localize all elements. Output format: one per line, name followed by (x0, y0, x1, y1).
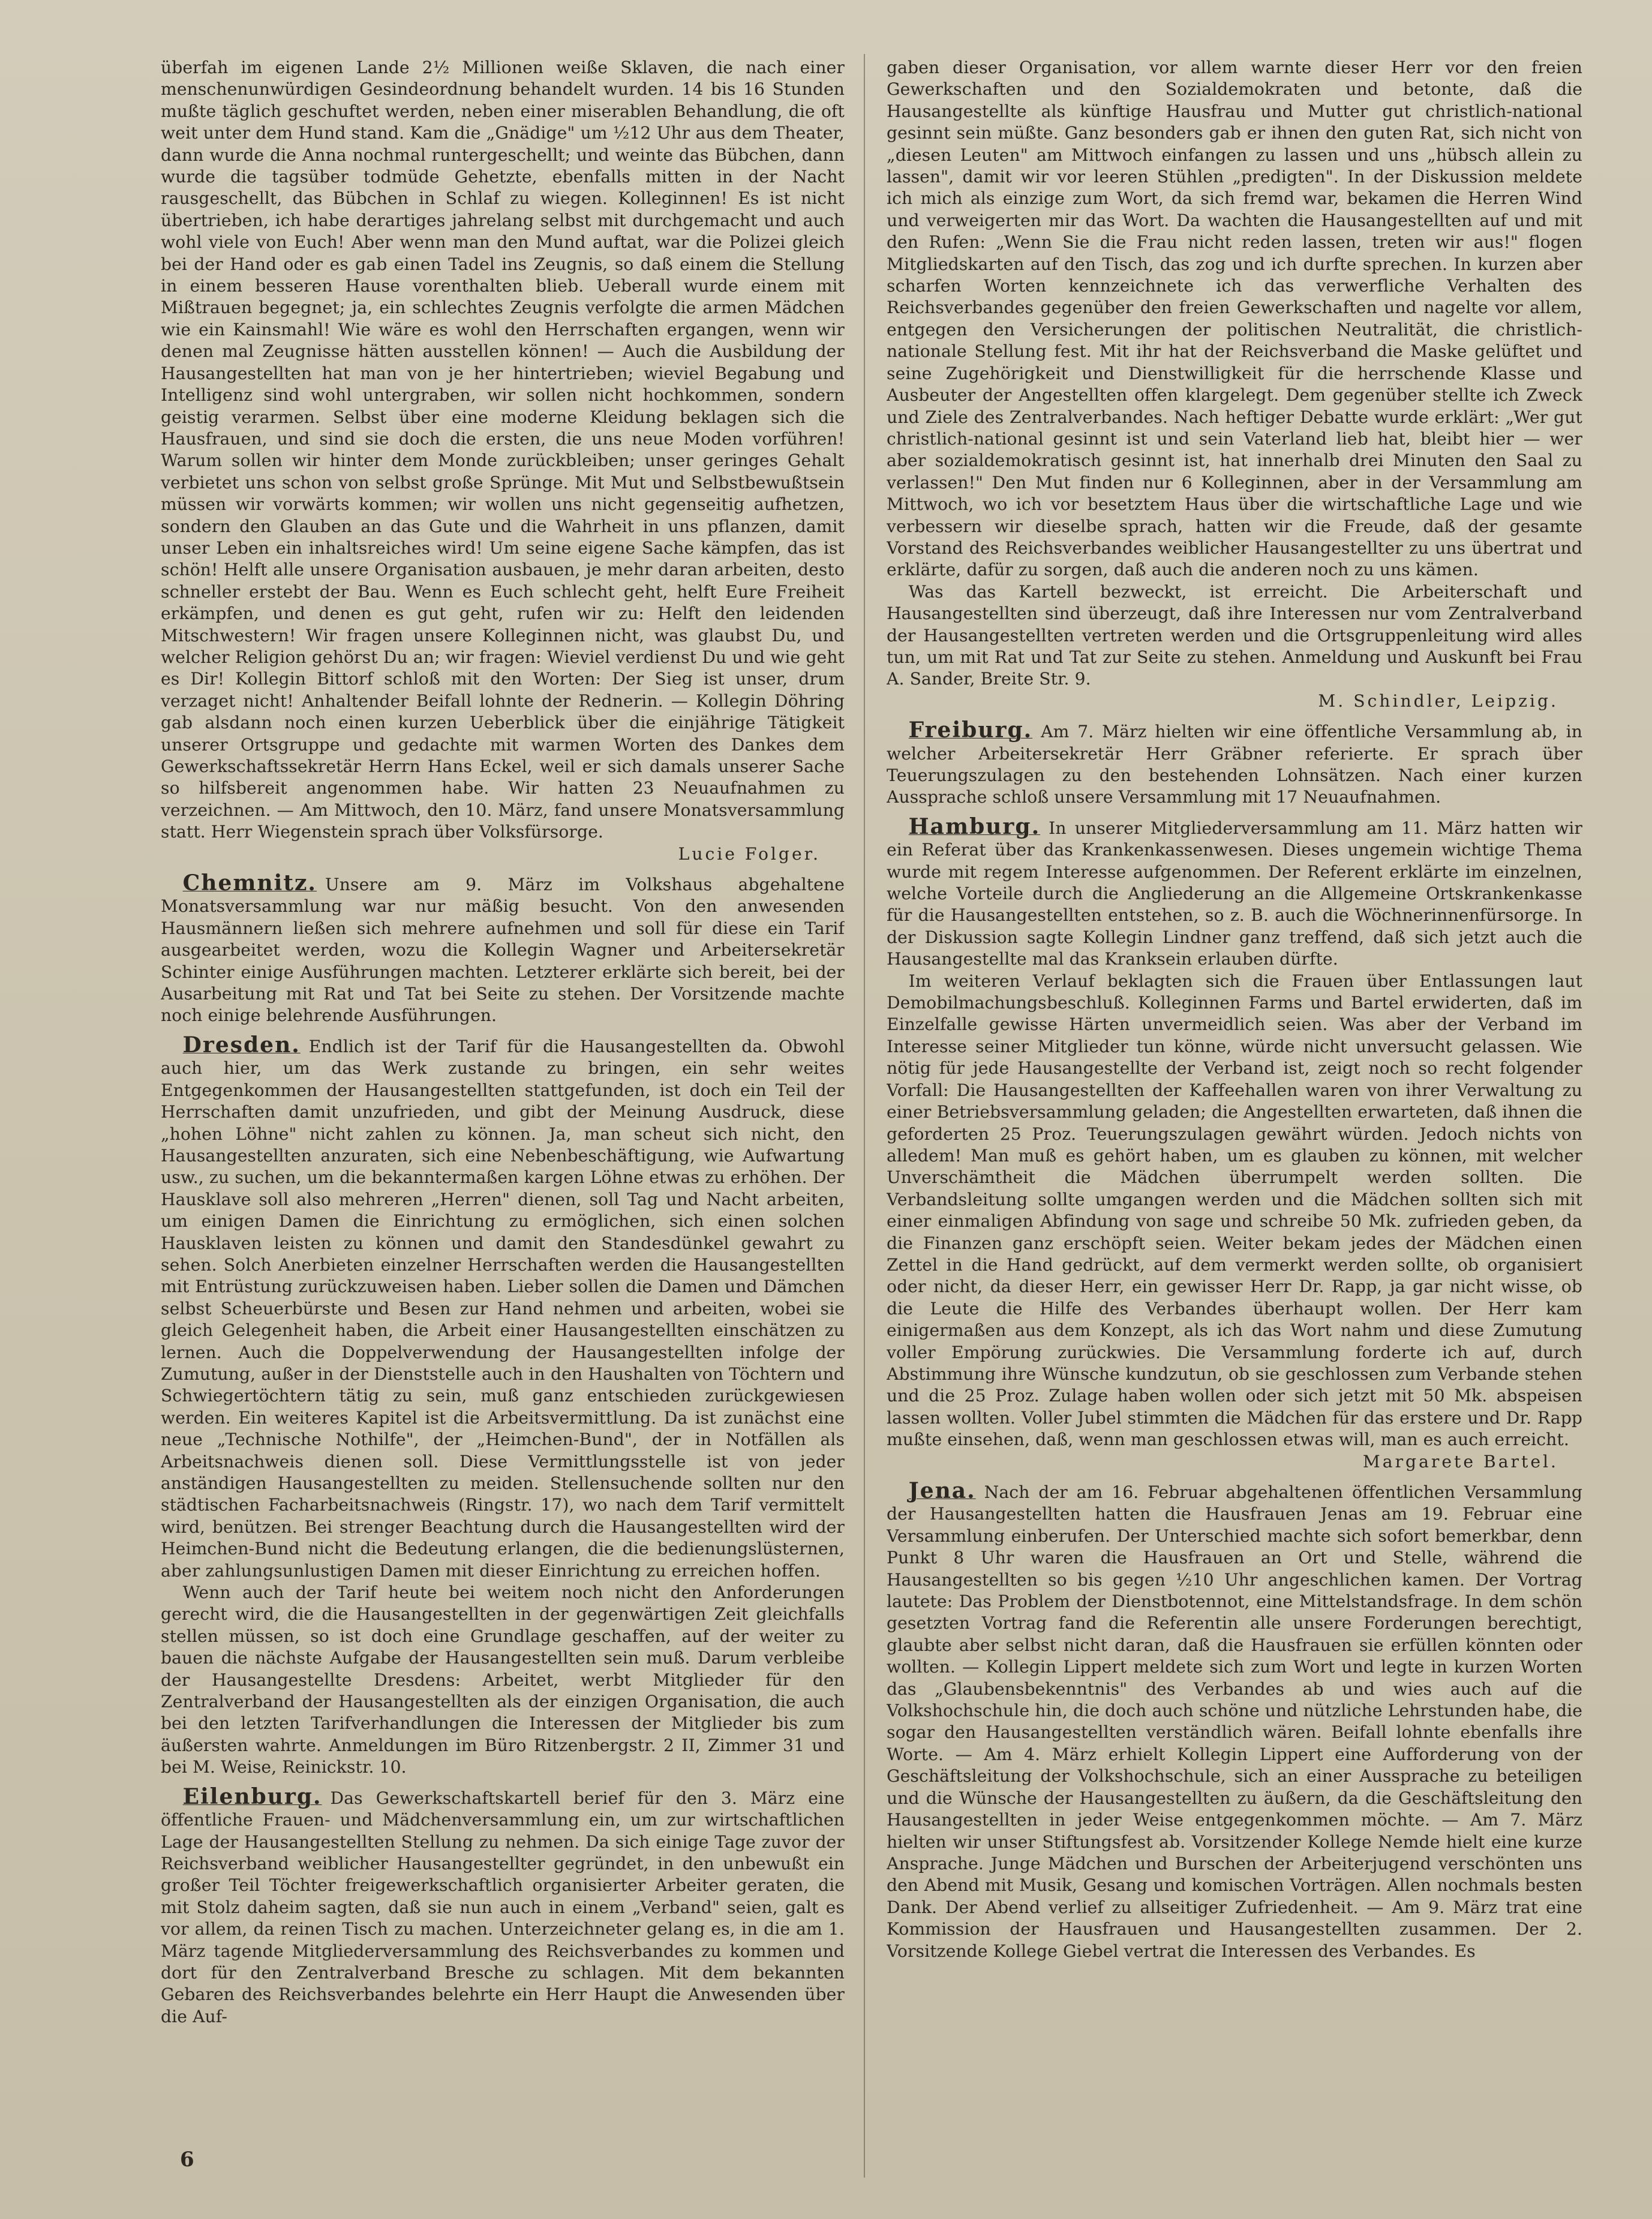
report-text: Wenn auch der Tarif heute bei weitem noch nicht den Anforderungen gerecht wird, die die Hausangestellten in der gegenwärtigen Zeit gleichfalls stellen müssen, so ist doch eine Grundlage geschaffen, auf der weiter zu bauen die nächste Aufgabe der Hausangestellten sein muß. Darum verbleibe der Hausangestellte Dresdens: Arbeitet, werbt Mitglieder für den Zentralverband der Hausangestellten als der einzigen Organisation, die auch bei den letzten Tarifverhandlungen die Interessen der Mitglieder bis zum äußersten wahrte. Anmeldungen im Büro Ritzenbergstr. 2 II, Zimmer 31 und bei M. Weise, Reinickstr. 10. (161, 1583, 845, 1777)
report-text: Das Gewerkschaftskartell berief für den 3. März eine öffentliche Frauen- und Mädchenversammlung ein, um zur wirtschaftlichen Lage der Hausangestellten Stellung zu nehmen. Da sich einige Tage zuvor der Reichsverband weiblicher Hausangestellter gegründet, in den unbewußt ein großer Teil Töchter freigewerkschaftlich organisierter Arbeiter geraten, die mit Stolz daheim sagten, daß sie nun auch in einem „Verband" seien, galt es vor allem, da reinen Tisch zu machen. Unterzeichneter gelang es, in die am 1. März tagende Mitgliederversammlung des Reichsverbandes zu kommen und dort für den Zentralverband Bresche zu schlagen. Mit dem bekannten Gebaren des Reichsverbandes belehrte ein Herr Haupt die Anwesenden über die Auf- (161, 1788, 845, 2026)
report-chemnitz (161, 872, 845, 1027)
report-text: Unsere am 9. März im Volkshaus abgehaltene Monatsversammlung war nur mäßig besucht. Von den anwesenden Hausmännern ließen sich mehrere aufnehmen und soll für diese ein Tarif ausgearbeitet werden, wozu die Kollegin Wagner und Arbeitersekretär Schinter einige Ausführungen machten. Letzterer erklärte sich bereit, bei der Ausarbeitung mit Rat und Tat bei Seite zu stehen. Der Vorsitzende machte noch einige belehrende Ausführungen. (161, 875, 845, 1026)
report-text: In unserer Mitgliederversammlung am 11. März hatten wir ein Referat über das Krankenkassenwesen. Dieses ungemein wichtige Thema wurde mit regem Interesse aufgenommen. Der Referent erklärte im einzelnen, welche Vorteile durch die Angliederung an die Allgemeine Ortskrankenkasse für die Hausangestellten entstehen, so z. B. auch die Wöchnerinnenfürsorge. In der Diskussion sagte Kollegin Lindner ganz treffend, daß sich jetzt auch die Hausangestellte mal das Kranksein erlauben dürfte. (887, 818, 1582, 969)
report-text: Am 7. März hielten wir eine öffentliche Versammlung ab, in welcher Arbeitersekretär Herr Gräbner referierte. Er sprach über Teuerungszulagen zu den bestehenden Lohnsätzen. Nach einer kurzen Aussprache schloß unsere Versammlung mit 17 Neuaufnahmen. (887, 722, 1582, 807)
signature: M. Schindler, Leipzig. (1318, 690, 1558, 711)
report-freiburg (887, 719, 1582, 809)
report-text: Nach der am 16. Februar abgehaltenen öffentlichen Versammlung der Hausangestellten hatten die Hausfrauen Jenas am 19. Februar eine Versammlung einberufen. Der Unterschied machte sich sofort bemerkbar, denn Punkt 8 Uhr waren die Hausfrauen an Ort und Stelle, während die Hausangestellten so bis gegen ½10 Uhr angeschlichen kamen. Der Vortrag lautete: Das Problem der Dienstbotennot, eine Mittelstandsfrage. In dem schön gesetzten Vortrag fand die Referentin alle unsere Forderungen berechtigt, glaubte aber selbst nicht daran, daß die Hausfrauen sie erfüllen könnten oder wollten. — Kollegin Lippert meldete sich zum Wort und legte in kurzen Worten das „Glaubensbekenntnis" des Verbandes ab und wies auch auf die Volkshochschule hin, die doch auch schöne und nützliche Lehrstunden habe, die sogar den Hausangestellten verständlich wären. Beifall lohnte ebenfalls ihre Worte. — Am 4. März erhielt Kollegin Lippert eine Aufforderung von der Geschäftsleitung der Volkshochschule, sich an einer Aussprache zu beteiligen und die Wünsche der Hausangestellten zu äußern, da die Geschäftsleitung den Hausangestellten in jeder Weise entgegenkommen möchte. — Am 7. März hielten wir unser Stiftungsfest ab. Vorsitzender Kollege Nemde hielt eine kurze Ansprache. Junge Mädchen und Burschen der Arbeiterjugend verschönten uns den Abend mit Musik, Gesang und komischen Vorträgen. Allen nochmals besten Dank. Der Abend verlief zu allseitiger Zufriedenheit. — Am 9. März trat eine Kommission der Hausfrauen und Hausangestellten zusammen. Der 2. Vorsitzende Kollege Giebel vertrat die Interessen des Verbandes. Es (887, 1482, 1582, 1961)
article-text: überfah im eigenen Lande 2½ Millionen weiße Sklaven, die nach einer menschenunwürdigen Gesindeordnung behandelt wurden. 14 bis 16 Stunden mußte täglich geschuftet werden, neben einer miserablen Behandlung, die oft weit unter dem Hund stand. Kam die „Gnädige" um ½12 Uhr aus dem Theater, dann wurde die Anna nochmal runtergeschellt; und weinte das Bübchen, dann wurde die tagsüber todmüde Gehetzte, ebenfalls mitten in der Nacht rausgeschellt, das Bübchen in Schlaf zu wiegen. Kolleginnen! Es ist nicht übertrieben, ich habe derartiges jahrelang selbst mit durchgemacht und auch wohl viele von Euch! Aber wenn man den Mund auftat, war die Polizei gleich bei der Hand oder es gab einen Tadel ins Zeugnis, so daß einem die Stellung in einem besseren Hause vorenthalten blieb. Ueberall wurde einem mit Mißtrauen begegnet; ja, ein schlechtes Zeugnis verfolgte die armen Mädchen wie ein Kainsmahl! Wie wäre es wohl den Herrschaften ergangen, wenn wir denen mal Zeugnisse hätten ausstellen können! — Auch die Ausbildung der Hausangestellten hat man von je her hintertrieben; wieviel Begabung und Intelligenz sind wohl untergraben, wir sollen nicht hochkommen, sondern geistig verarmen. Selbst über eine moderne Kleidung beklagen sich die Hausfrauen, und sind sie doch die ersten, die uns neue Moden vorführen! Warum sollen wir hinter dem Monde zurückbleiben; unser geringes Gehalt verbietet uns schon von selbst große Sprünge. Mit Mut und Selbstbewußtsein müssen wir vorwärts kommen; wir wollen uns nicht gegenseitig aufhetzen, sondern den Glauben an das Gute und die Wahrheit in uns pflanzen, damit unser Leben ein inhaltsreiches wird! Um seine eigene Sache kämpfen, das ist schön! Helft alle unsere Organisation ausbauen, je mehr daran arbeiten, desto schneller erstebt der Bau. Wenn es Euch schlecht geht, helft Eure Freiheit erkämpfen, und denen es gut geht, rufen wir zu: Helft den leidenden Mitschwestern! Wir fragen unsere Kolleginnen nicht, was glaubst Du, und welcher Religion gehörst Du an; wir fragen: Wieviel verdienst Du und wie geht es Dir! Kollegin Bittorf schloß mit den Worten: Der Sieg ist unser, drum verzaget nicht! Anhaltender Beifall lohnte der Rednerin. — Kollegin Döhring gab alsdann noch einen kurzen Ueberblick über die einjährige Tätigkeit unserer Ortsgruppe und gedachte mit warmen Worten des Dankes dem Gewerkschaftssekretär Herrn Hans Eckel, weil er sich damals unserer Sache so hilfsbereit angenommen habe. Wir hatten 23 Neuaufnahmen zu verzeichnen. — Am Mittwoch, den 10. März, fand unsere Monatsversammlung statt. Herr Wiegenstein sprach über Volksfürsorge. (161, 58, 845, 842)
column-divider (864, 54, 865, 2178)
page-number: 6 (180, 2148, 194, 2172)
report-eilenburg (161, 1783, 845, 2028)
report-city: Hamburg. (908, 813, 1041, 839)
report-jena (887, 1480, 1582, 1962)
report-city: Freiburg. (908, 717, 1033, 743)
report-text: Im weiteren Verlauf beklagten sich die Frauen über Entlassungen laut Demobilmachungsbeschluß. Kolleginnen Farms und Bartel erwiderten, daß im Einzelfalle gewisse Härten unvermeidlich seien. Was aber der Verband im Interesse seiner Mitglieder tun könne, würde nicht unversucht gelassen. Wie nötig für jede Hausangestellte der Verband ist, zeigt noch so recht folgender Vorfall: Die Hausangestellten der Kaffeehallen waren von ihrer Verwaltung zu einer Betriebsversammlung geladen; die Angestellten erwarteten, daß ihnen die geforderten 25 Proz. Teuerungszulagen gewährt würden. Jedoch nichts von alledem! Man muß es gehört haben, um es glauben zu können, mit welcher Unverschämtheit die Mädchen überrumpelt werden sollten. Die Verbandsleitung sollte umgangen werden und die Mädchen sollten sich mit einer einmaligen Abfindung von sage und schreibe 50 Mk. zufrieden geben, da die Finanzen ganz erschöpft seien. Weiter bekam jedes der Mädchen einen Zettel in die Hand gedrückt, auf dem vermerkt werden sollte, ob organisiert oder nicht, da dieser Herr, ein gewisser Herr Dr. Rapp, ja gar nicht wisse, ob die Leute die Hilfe des Verbandes überhaupt wollen. Der Herr kam einigermaßen aus dem Konzept, als ich das Wort nahm und diese Zumutung voller Empörung zurückwies. Die Versammlung forderte ich auf, durch Abstimmung ihre Wünsche kundzutun, ob sie geschlossen zum Verbande stehen und die 25 Proz. Zulage haben wollen oder sich jetzt mit 50 Mk. abspeisen lassen wollten. Voller Jubel stimmten die Mädchen für das erstere und Dr. Rapp mußte einsehen, daß, wenn man geschlossen etwas will, man es auch erreicht. (887, 971, 1582, 1450)
article-text: gaben dieser Organisation, vor allem warnte dieser Herr vor den freien Gewerkschaften und den Sozialdemokraten und betonte, daß die Hausangestellte als künftige Hausfrau und Mutter gut christlich-national gesinnt sein müßte. Ganz besonders gab er ihnen den guten Rat, sich nicht von „diesen Leuten" am Mittwoch einfangen zu lassen und uns „hübsch allein zu lassen", damit wir vor leeren Stühlen „predigten". In der Diskussion meldete ich mich als einzige zum Wort, da sich fremd war, bekamen die Herren Wind und verweigerten mir das Wort. Da wachten die Hausangestellten auf und mit den Rufen: „Wenn Sie die Frau nicht reden lassen, treten wir aus!" flogen Mitgliedskarten auf den Tisch, das zog und ich durfte sprechen. In kurzen aber scharfen Worten kennzeichnete ich das verwerfliche Verhalten des Reichsverbandes gegenüber den freien Gewerkschaften und nagelte vor allem, entgegen den Versicherungen der politischen Neutralität, die christlich-nationale Stellung fest. Mit ihr hat der Reichsverband die Maske gelüftet und seine Zugehörigkeit und Dienstwilligkeit für die herrschende Klasse und Ausbeuter der Angestellten offen klargelegt. Dem gegenüber stellte ich Zweck und Ziele des Zentralverbandes. Nach heftiger Debatte wurde erklärt: „Wer gut christlich-national gesinnt ist und sein Vaterland lieb hat, bleibt hier — wer aber sozialdemokratisch gesinnt ist, hat innerhalb drei Minuten den Saal zu verlassen!" Den Mut finden nur 6 Kolleginnen, aber in der Versammlung am Mittwoch, wo ich vor besetztem Haus über die wirtschaftliche Lage und wie verbessern wir dieselbe sprach, hatten wir die Freude, daß der gesamte Vorstand des Reichsverbandes weiblicher Hausangestellter zu uns übertrat und erklärte, dafür zu sorgen, daß auch die anderen noch zu uns kämen. (887, 58, 1582, 580)
report-hamburg (887, 813, 1582, 1473)
report-dresden (161, 1034, 845, 1779)
report-city: Dresden. (182, 1032, 301, 1058)
report-text: Endlich ist der Tarif für die Hausangestellten da. Obwohl auch hier, um das Werk zustande zu bringen, ein sehr weites Entgegenkommen der Hausangestellten stattgefunden, ist doch ein Teil der Herrschaften damit unzufrieden, und gibt der Meinung Ausdruck, diese „hohen Löhne" nicht zahlen zu können. Ja, man scheut sich nicht, den Hausangestellten anzuraten, sich eine Nebenbeschäftigung, wie Aufwartung usw., zu suchen, um die bekanntermaßen kargen Löhne etwas zu erhöhen. Der Hausklave soll also mehreren „Herren" dienen, soll Tag und Nacht arbeiten, um einigen Damen die Einrichtung zu ermöglichen, sich einen solchen Hausklaven leisten zu können und damit den Standesdünkel gewahrt zu sehen. Solch Anerbieten einzelner Herrschaften werden die Hausangestellten mit Entrüstung zurückzuweisen haben. Lieber sollen die Damen und Dämchen selbst Scheuerbürste und Besen zur Hand nehmen und arbeiten, wobei sie gleich Gelegenheit haben, die Arbeit einer Hausangestellten einschätzen zu lernen. Auch die Doppelverwendung der Hausangestellten infolge der Zumutung, außer in der Dienststelle auch in den Haushalten von Töchtern und Schwiegertöchtern tätig zu sein, muß ganz entschieden zurückgewiesen werden. Ein weiteres Kapitel ist die Arbeitsvermittlung. Da ist zunächst eine neue „Technische Nothilfe", der „Heimchen-Bund", der in Notfällen als Arbeitsnachweis dienen soll. Diese Vermittlungsstelle ist von jeder anständigen Hausangestellten zu meiden. Stellensuchende sollten nur den städtischen Facharbeitsnachweis (Ringstr. 17), wo nach dem Tarif vermittelt wird, benützen. Bei strenger Beachtung durch die Hausangestellten wird der Heimchen-Bund nicht die Bedeutung erlangen, die die bedienungslüsternen, aber zahlungsunlustigen Damen mit dieser Einrichtung zu erreichen hoffen. (161, 1036, 845, 1581)
report-city: Chemnitz. (182, 870, 317, 896)
report-city: Eilenburg. (182, 1783, 322, 1809)
left-column (161, 57, 845, 2169)
article-text: Was das Kartell bezweckt, ist erreicht. Die Arbeiterschaft und Hausangestellten sind überzeugt, daß ihre Interessen nur vom Zentralverband der Hausangestellten vertreten werden und die Ortsgruppenleitung wird alles tun, um mit Rat und Tat zur Seite zu stehen. Anmeldung und Auskunft bei Frau A. Sander, Breite Str. 9. (887, 581, 1582, 689)
right-column (887, 57, 1582, 2169)
signature: Margarete Bartel. (1362, 1451, 1558, 1472)
report-city: Jena. (908, 1478, 976, 1503)
signature: Lucie Folger. (678, 843, 821, 864)
